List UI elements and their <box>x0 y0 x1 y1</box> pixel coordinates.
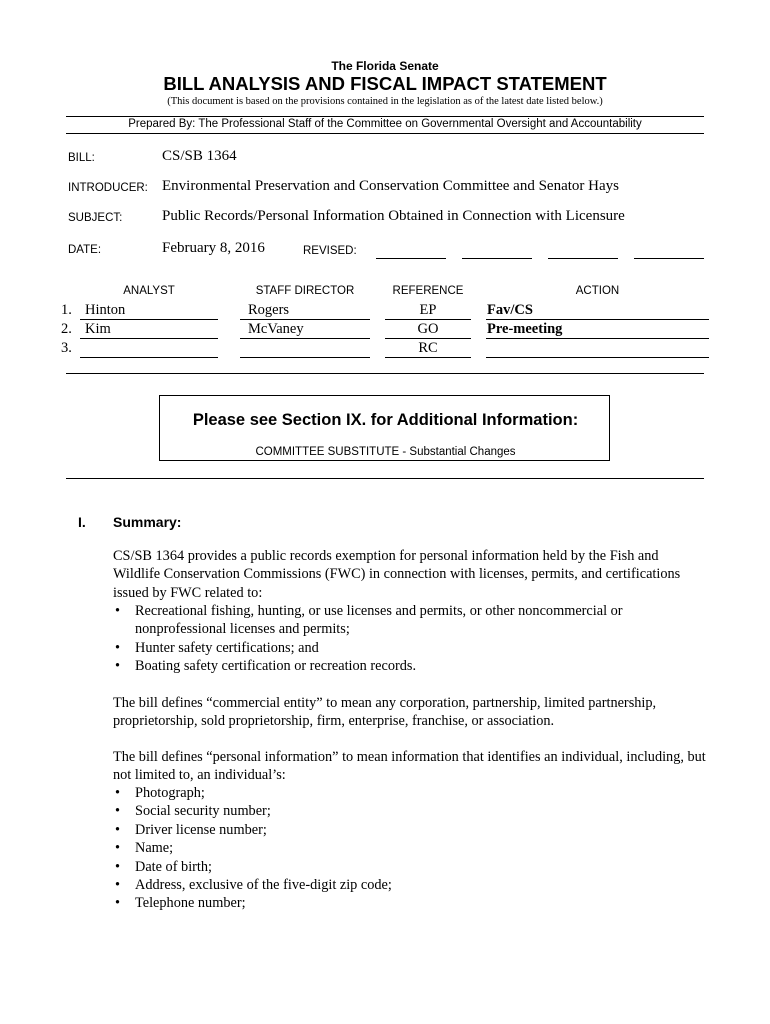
action-line-2 <box>486 338 709 339</box>
staff-director-cell: Rogers <box>248 302 290 318</box>
bill-label: BILL: <box>68 152 95 164</box>
senate-name: The Florida Senate <box>331 59 439 73</box>
revised-blank-2 <box>462 258 532 259</box>
revised-blank-4 <box>634 258 704 259</box>
reference-line-1 <box>385 319 471 320</box>
document-note: (This document is based on the provisions contained in the legislation as of the latest date listed below.) <box>167 96 603 107</box>
director-line-1 <box>240 319 370 320</box>
reference-cell: GO <box>417 321 439 337</box>
summary-paragraph-2: The bill defines “commercial entity” to mean any corporation, partnership, limited partnership, proprietorship, sold proprietorship, firm, enterprise, franchise, or association. <box>113 695 657 730</box>
action-cell: Fav/CS <box>487 302 533 318</box>
reference-line-3 <box>385 357 471 358</box>
list-item: • Hunter safety certifications; and <box>113 639 673 657</box>
row-number: 2. <box>61 321 72 337</box>
notice-bottom-rule <box>66 478 704 479</box>
revised-blank-1 <box>376 258 446 259</box>
action-line-3 <box>486 357 709 358</box>
summary-paragraph-3: The bill defines “personal information” to mean information that identifies an individual, including, but not limited to, an individual’s: <box>113 749 706 784</box>
staff-director-cell: McVaney <box>248 321 304 337</box>
license-types-list <box>113 602 673 676</box>
analyst-line-1 <box>80 319 218 320</box>
col-header-reference: REFERENCE <box>392 285 464 297</box>
list-item: • Boating safety certification or recreation records. <box>113 657 673 675</box>
list-item: • Social security number; <box>113 802 673 820</box>
action-line-1 <box>486 319 709 320</box>
notice-title: Please see Section IX. for Additional Information: <box>192 411 579 429</box>
director-line-2 <box>240 338 370 339</box>
director-line-3 <box>240 357 370 358</box>
section-number: I. <box>78 514 86 530</box>
summary-paragraph-1: CS/SB 1364 provides a public records exemption for personal information held by the Fish and Wildlife Conservation Commissions (FWC) in connection with licenses, permits, and certifications issued by FWC related to: <box>113 548 681 601</box>
introducer-value: Environmental Preservation and Conservation Committee and Senator Hays <box>162 178 619 194</box>
document-title: BILL ANALYSIS AND FISCAL IMPACT STATEMENT <box>163 73 607 94</box>
revised-blank-3 <box>548 258 618 259</box>
list-item: • Date of birth; <box>113 858 673 876</box>
col-header-staff-director: STAFF DIRECTOR <box>255 285 355 297</box>
subject-value: Public Records/Personal Information Obtained in Connection with Licensure <box>162 208 625 224</box>
col-header-action: ACTION <box>575 285 620 297</box>
notice-subtitle: COMMITTEE SUBSTITUTE - Substantial Changes <box>255 446 516 458</box>
section-heading: Summary: <box>113 514 182 530</box>
header-rule-bottom <box>66 133 704 134</box>
list-item: • Address, exclusive of the five-digit zip code; <box>113 876 673 894</box>
row-number: 3. <box>61 340 72 356</box>
row-number: 1. <box>61 302 72 318</box>
date-value: February 8, 2016 <box>162 240 265 256</box>
col-header-analyst: ANALYST <box>123 285 175 297</box>
bill-value: CS/SB 1364 <box>162 148 237 164</box>
subject-label: SUBJECT: <box>68 212 123 224</box>
reference-cell: EP <box>419 302 437 318</box>
revised-label: REVISED: <box>303 245 357 257</box>
prepared-by: Prepared By: The Professional Staff of the Committee on Governmental Oversight and Accountability <box>128 118 642 130</box>
introducer-label: INTRODUCER: <box>68 182 148 194</box>
reference-line-2 <box>385 338 471 339</box>
list-item: • Telephone number; <box>113 894 673 912</box>
analyst-line-3 <box>80 357 218 358</box>
personal-info-list <box>113 784 673 913</box>
action-cell: Pre-meeting <box>487 321 563 337</box>
notice-box <box>159 395 610 461</box>
list-item: • Photograph; <box>113 784 673 802</box>
list-item: • Driver license number; <box>113 821 673 839</box>
table-bottom-rule <box>66 373 704 374</box>
reference-cell: RC <box>418 340 438 356</box>
header-rule-top <box>66 116 704 117</box>
analyst-line-2 <box>80 338 218 339</box>
date-label: DATE: <box>68 244 102 256</box>
analyst-cell: Kim <box>85 321 111 337</box>
list-item: • Name; <box>113 839 673 857</box>
analyst-cell: Hinton <box>85 302 126 318</box>
list-item: • Recreational fishing, hunting, or use licenses and permits, or other noncommercial or nonprofessional licenses and permits; <box>113 602 673 639</box>
